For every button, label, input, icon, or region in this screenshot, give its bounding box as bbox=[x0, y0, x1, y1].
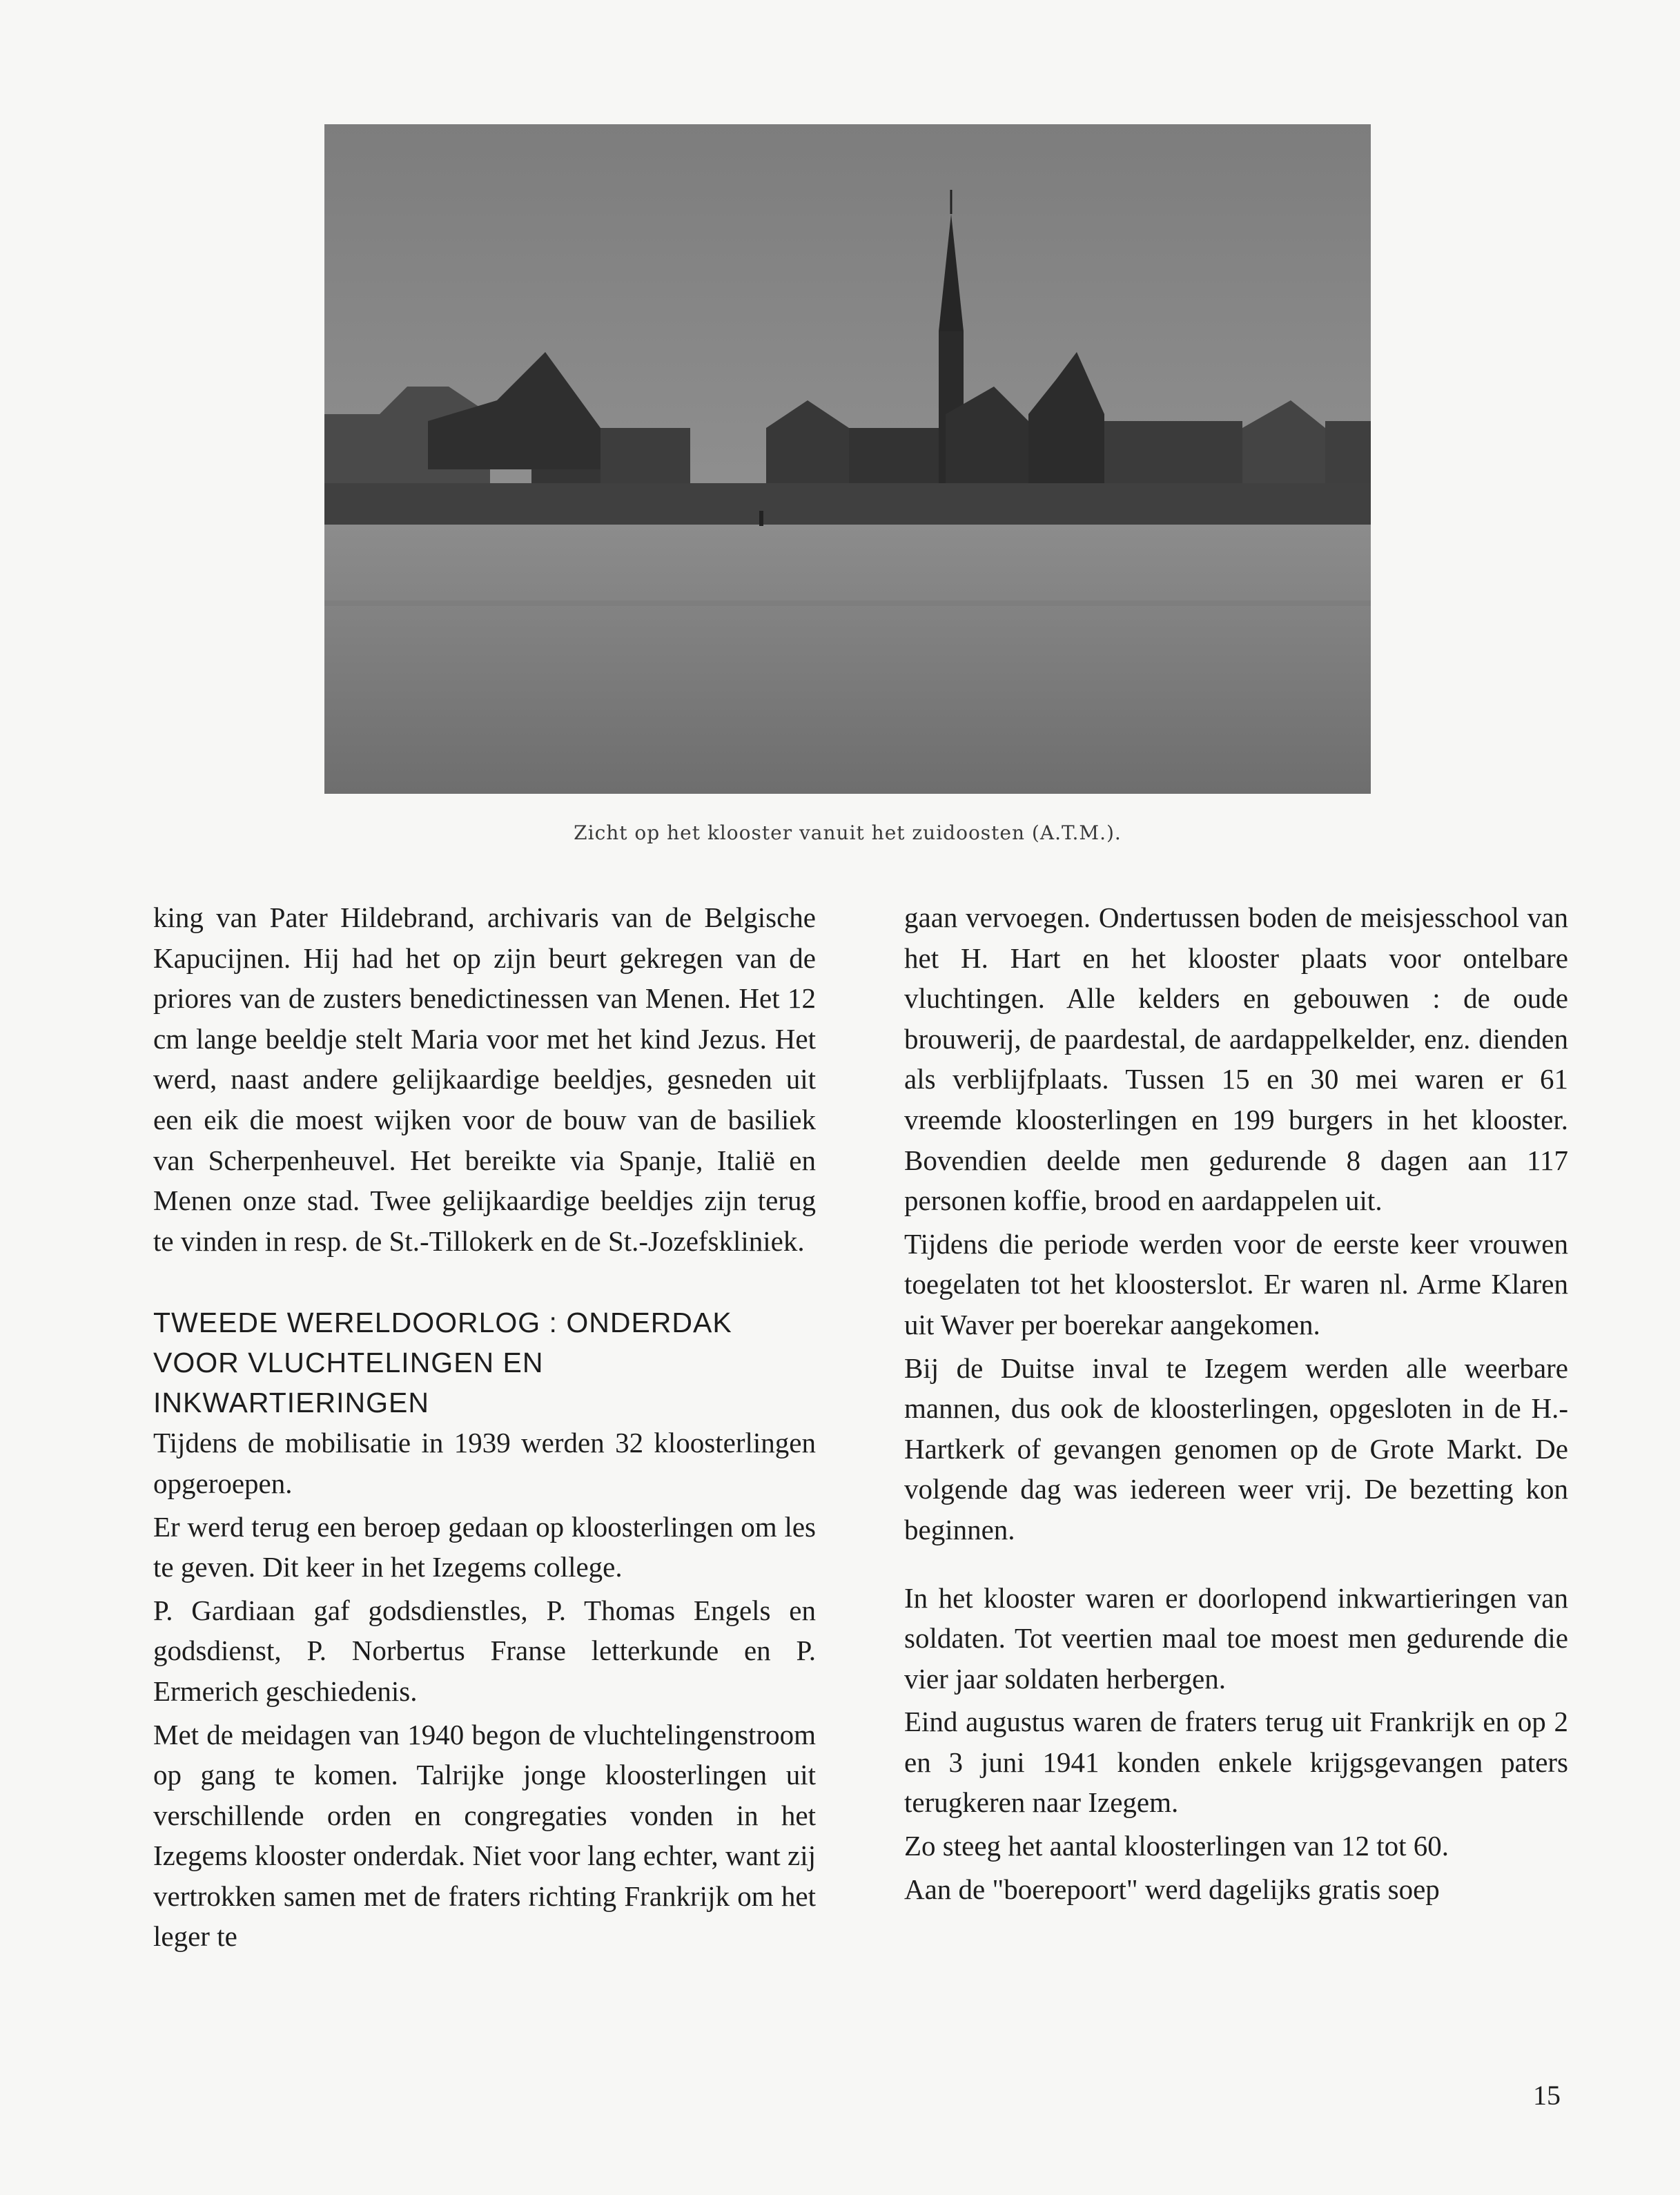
left-paragraph-1: king van Pater Hildebrand, archivaris van de Belgische Kapucijnen. Hij had het op zijn beurt gekregen van de priores van de zusters benedictinessen van Menen. Het 12 cm lange beeldje stelt Maria voor met het kind Jezus. Het werd, naast andere gelijkaardige beeldjes, gesneden uit een eik die moest wijken voor de bouw van de basiliek van Scherpenheuvel. Het bereikte via Spanje, Italië en Menen onze stad. Twee gelijkaardige beeldjes zijn terug te vinden in resp. de St.-Tillokerk en de St.-Jozefskliniek. bbox=[153, 901, 816, 1257]
right-paragraph-3: Bij de Duitse inval te Izegem werden alle weerbare mannen, dus ook de kloosterlingen, opgesloten in de H.-Hartkerk of gevangen genomen op de Grote Markt. De volgende dag was iedereen weer vrij. De bezetting kon beginnen. bbox=[904, 1352, 1568, 1545]
right-paragraph-6: Zo steeg het aantal kloosterlingen van 12 tot 60. bbox=[904, 1830, 1449, 1862]
monastery-photo bbox=[324, 124, 1371, 794]
left-paragraph-5: Met de meidagen van 1940 begon de vluchtelingenstroom op gang te komen. Talrijke jonge kloosterlingen uit verschillende orden en congregaties vonden in het Izegems klooster onderdak. Niet voor lang echter, want zij vertrokken samen met de fraters richting Frankrijk om het leger te bbox=[153, 1718, 816, 1953]
right-paragraph-7: Aan de "boerepoort" werd dagelijks gratis soep bbox=[904, 1873, 1440, 1905]
monastery-photo-illustration bbox=[324, 124, 1371, 794]
right-column bbox=[904, 897, 1568, 1909]
right-paragraph-1: gaan vervoegen. Ondertussen boden de meisjesschool van het H. Hart en het klooster plaats voor ontelbare vluchtingen. Alle kelders en gebouwen : de oude brouwerij, de paardestal, de aardappelkelder, enz. dienden als verblijfplaats. Tussen 15 en 30 mei waren er 61 vreemde kloosterlingen en 199 burgers in het klooster. Bovendien deelde men gedurende 8 dagen aan 117 personen koffie, brood en aardappelen uit. bbox=[904, 901, 1568, 1217]
left-paragraph-3: Er werd terug een beroep gedaan op kloosterlingen om les te geven. Dit keer in het Izegems college. bbox=[153, 1510, 816, 1583]
right-paragraph-4: In het klooster waren er doorlopend inkwartieringen van soldaten. Tot veertien maal toe moest men gedurende die vier jaar soldaten herbergen. bbox=[904, 1581, 1568, 1695]
left-paragraph-2: Tijdens de mobilisatie in 1939 werden 32 kloosterlingen opgeroepen. bbox=[153, 1427, 816, 1499]
photo-caption: Zicht op het klooster vanuit het zuidoosten (A.T.M.). bbox=[574, 821, 1122, 844]
right-paragraph-2: Tijdens die periode werden voor de eerste keer vrouwen toegelaten tot het kloosterslot. Er waren nl. Arme Klaren uit Waver per boerekar aangekomen. bbox=[904, 1227, 1568, 1340]
right-paragraph-5: Eind augustus waren de fraters terug uit Frankrijk en op 2 en 3 juni 1941 konden enkele krijgsgevangen paters terugkeren naar Izegem. bbox=[904, 1706, 1568, 1819]
left-column bbox=[153, 897, 816, 1957]
left-paragraph-4: P. Gardiaan gaf godsdienstles, P. Thomas Engels en godsdienst, P. Norbertus Franse letterkunde en P. Ermerich geschiedenis. bbox=[153, 1594, 816, 1707]
section-heading: TWEEDE WERELDOORLOG : ONDERDAK VOOR VLUCHTELINGEN EN INKWARTIERINGEN bbox=[153, 1307, 732, 1419]
page-number: 15 bbox=[1533, 2080, 1561, 2111]
